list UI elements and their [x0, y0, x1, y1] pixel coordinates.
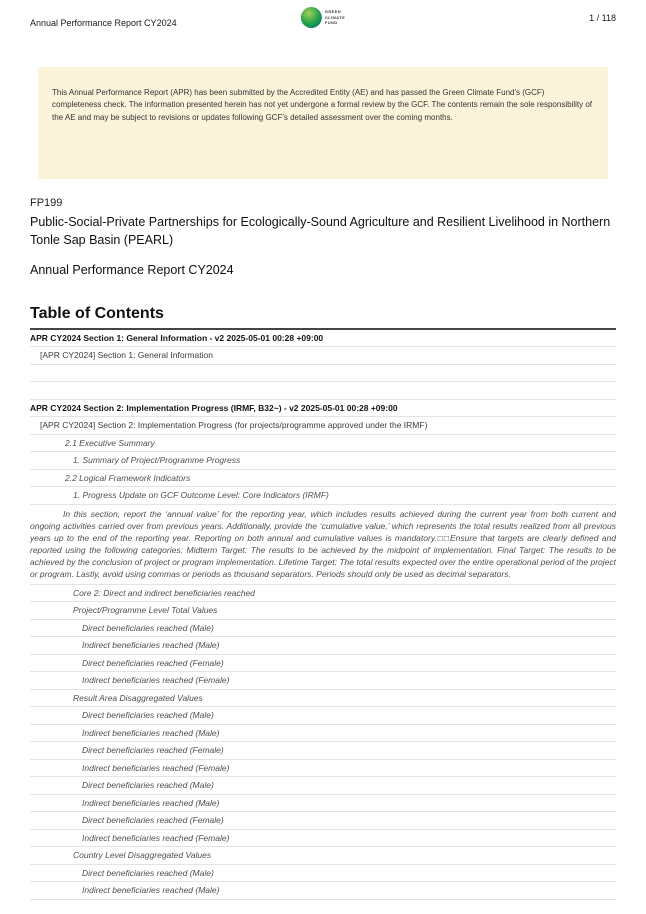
- toc-row-section1-heading: APR CY2024 Section 1: General Information - v2 2025-05-01 00:28 +09:00: [30, 330, 616, 348]
- header-report-title: Annual Performance Report CY2024: [30, 18, 177, 28]
- toc-row: Direct beneficiaries reached (Male): [30, 865, 616, 883]
- toc-row: 1. Summary of Project/Programme Progress: [30, 452, 616, 470]
- gcf-logo-line1: GREEN: [324, 9, 342, 15]
- toc-row: 1. Progress Update on GCF Outcome Level: Core Indicators (IRMF): [30, 487, 616, 505]
- toc-row: Direct beneficiaries reached (Male): [30, 620, 616, 638]
- project-code: FP199: [30, 197, 63, 209]
- gcf-globe-icon: [301, 7, 322, 28]
- toc-row-section2-heading: APR CY2024 Section 2: Implementation Progress (IRMF, B32~) - v2 2025-05-01 00:28 +09:00: [30, 400, 616, 418]
- toc-row: [APR CY2024] Section 2: Implementation Progress (for projects/programme approved under the IRMF): [30, 417, 616, 435]
- toc-row: 2.1 Executive Summary: [30, 435, 616, 453]
- toc-instructions-paragraph: In this section, report the ‘annual value’ for the reporting year, which includes results achieved during the current year from both current and ongoing activities carried over from previous years. Additionally, provide the ‘cumulative value,’ which represents the total results realized from all previous years up to the end of the reporting year. Reporting on both annual and cumulative values is mandatory.□□Ensure that targets are clearly defined and reported using the following categories: Midterm Target: The results to be achieved by the midpoint of implementation. Final Target: The results to be achieved by the conclusion of project or program implementation. Lifetime Target: The total results expected over the entire operational period of the project or program. Lastly, avoid using commas or periods as thousand separators. Periods should only be used as decimal separators.: [30, 505, 616, 585]
- toc-row-empty: [30, 365, 616, 383]
- page-header: [0, 0, 646, 43]
- gcf-logo-line3: FUND: [324, 20, 338, 26]
- page-number-indicator: 1 / 118: [589, 13, 616, 23]
- table-of-contents-heading: Table of Contents: [30, 305, 616, 330]
- toc-row: Indirect beneficiaries reached (Male): [30, 795, 616, 813]
- toc-row: Direct beneficiaries reached (Female): [30, 655, 616, 673]
- toc-row-empty: [30, 382, 616, 400]
- toc-row: Indirect beneficiaries reached (Male): [30, 725, 616, 743]
- toc-row: Direct beneficiaries reached (Male): [30, 777, 616, 795]
- toc-row: Indirect beneficiaries reached (Female): [30, 672, 616, 690]
- toc-row: Indirect beneficiaries reached (Male): [30, 882, 616, 900]
- toc-row: 2.2 Logical Framework Indicators: [30, 470, 616, 488]
- completeness-notice-box: [38, 67, 608, 179]
- project-title: Public-Social-Private Partnerships for Ecologically-Sound Agriculture and Resilient Livelihood in Northern Tonle Sap Basin (PEARL): [30, 215, 611, 247]
- toc-row: Indirect beneficiaries reached (Female): [30, 830, 616, 848]
- toc-row: Direct beneficiaries reached (Female): [30, 742, 616, 760]
- toc-row: [APR CY2024] Section 1: General Information: [30, 347, 616, 365]
- gcf-logo: [301, 7, 345, 28]
- gcf-logo-wordmark: [325, 9, 345, 25]
- toc-row: Core 2: Direct and indirect beneficiaries reached: [30, 585, 616, 603]
- table-of-contents-list: [30, 330, 616, 900]
- gcf-logo-line2: CLIMATE: [324, 14, 346, 20]
- report-subtitle: Annual Performance Report CY2024: [30, 262, 234, 277]
- toc-row: Direct beneficiaries reached (Female): [30, 812, 616, 830]
- toc-row: Project/Programme Level Total Values: [30, 602, 616, 620]
- completeness-notice-text: This Annual Performance Report (APR) has been submitted by the Accredited Entity (AE) and has passed the Green Climate Fund's (GCF) completeness check. The information presented herein has not yet undergone a formal review by the GCF. The contents remain the sole responsibility of the AE and may be subject to revisions or updates following GCF's detailed assessment over the coming months.: [52, 88, 592, 122]
- toc-row: Indirect beneficiaries reached (Male): [30, 637, 616, 655]
- toc-row: Direct beneficiaries reached (Male): [30, 707, 616, 725]
- toc-row: Country Level Disaggregated Values: [30, 847, 616, 865]
- toc-row: Result Area Disaggregated Values: [30, 690, 616, 708]
- toc-row: Indirect beneficiaries reached (Female): [30, 760, 616, 778]
